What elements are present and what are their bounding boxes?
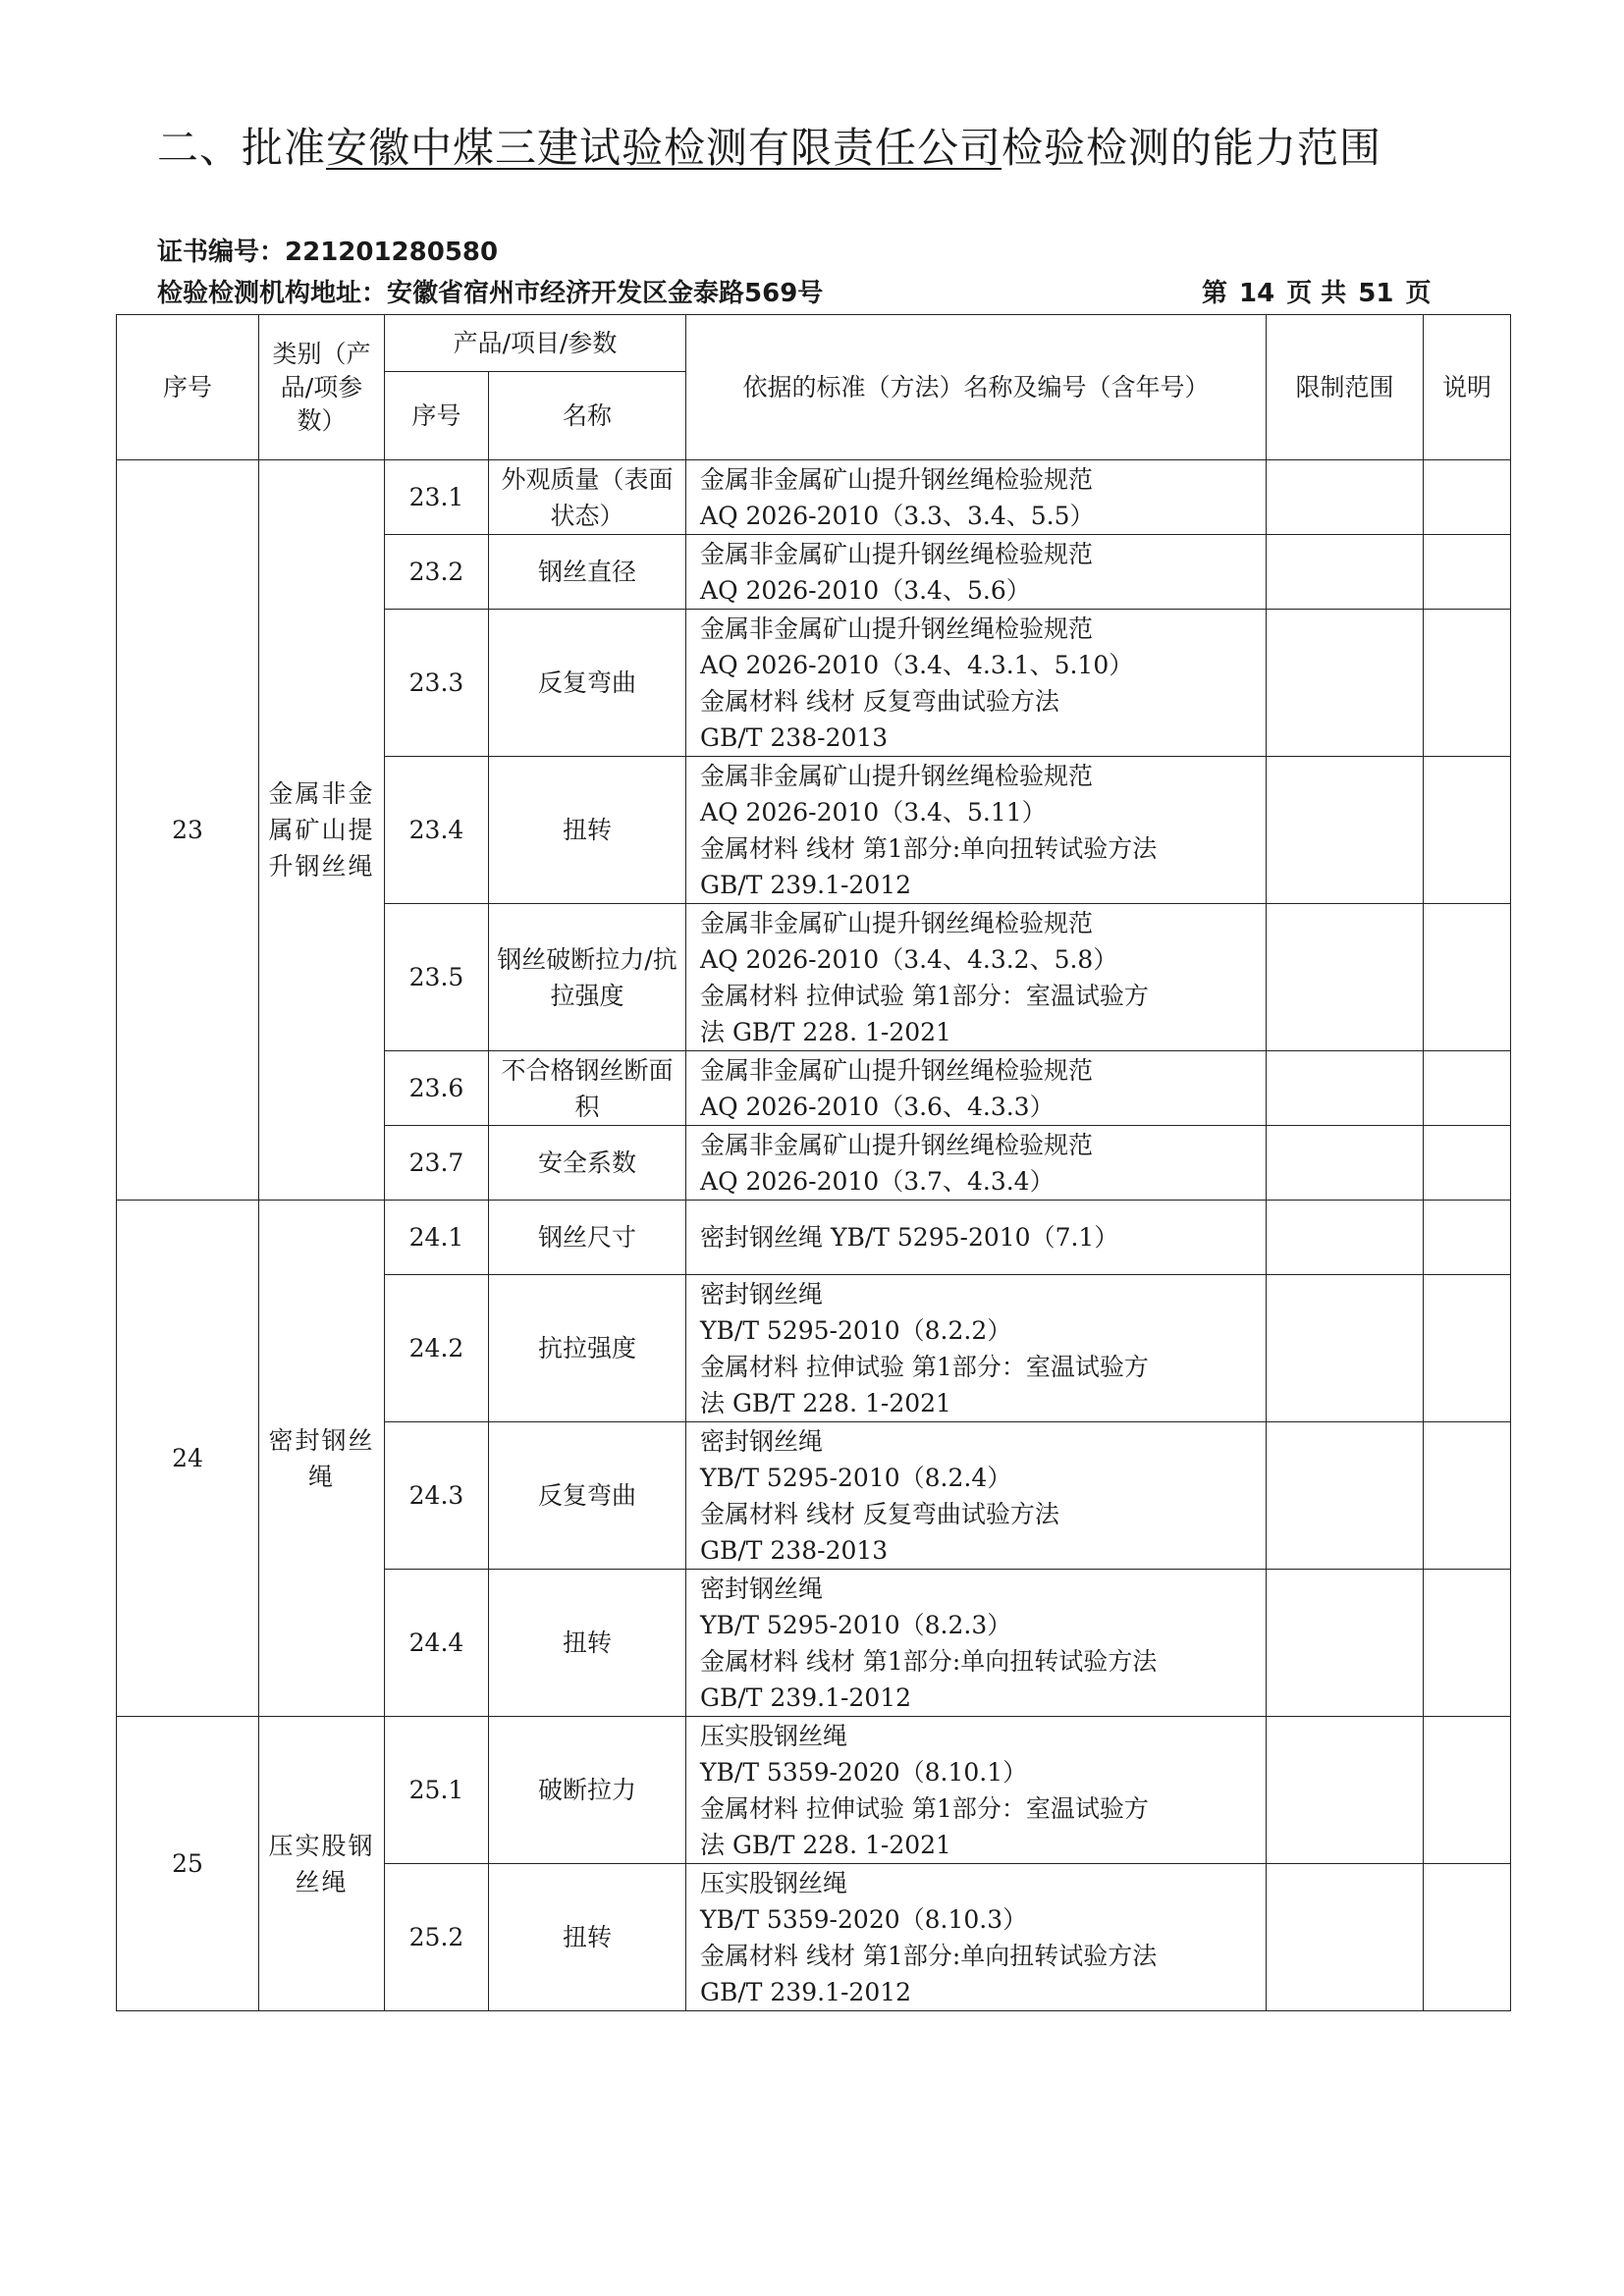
standard-line: YB/T 5295-2010（8.2.3） <box>700 1610 1012 1639</box>
page-title <box>157 116 1381 175</box>
note-cell <box>1424 1864 1511 2011</box>
item-number: 23.1 <box>385 460 489 535</box>
item-name: 抗拉强度 <box>489 1275 686 1422</box>
limit-cell <box>1267 1126 1424 1201</box>
standard-line: AQ 2026-2010（3.4、4.3.2、5.8） <box>700 944 1118 974</box>
group-seq: 25 <box>117 1717 259 2011</box>
standard-reference <box>686 904 1267 1051</box>
note-cell <box>1424 1275 1511 1422</box>
table-row <box>117 1717 1511 1864</box>
limit-cell <box>1267 1717 1424 1864</box>
item-name: 扭转 <box>489 1570 686 1717</box>
standard-line: GB/T 239.1-2012 <box>700 1977 912 2006</box>
page-mid: 页 共 <box>1286 279 1347 308</box>
standard-line: GB/T 239.1-2012 <box>700 1682 912 1712</box>
note-cell <box>1424 1201 1511 1275</box>
standard-line: 法 GB/T 228. 1-2021 <box>700 1830 951 1859</box>
header-product-group: 产品/项目/参数 <box>385 315 686 372</box>
standard-line: 金属非金属矿山提升钢丝绳检验规范 <box>700 539 1094 568</box>
item-number: 23.6 <box>385 1051 489 1126</box>
item-name: 钢丝尺寸 <box>489 1201 686 1275</box>
group-seq: 24 <box>117 1201 259 1717</box>
item-number: 23.4 <box>385 757 489 904</box>
item-number: 24.2 <box>385 1275 489 1422</box>
standard-line: AQ 2026-2010（3.3、3.4、5.5） <box>700 501 1095 530</box>
page-indicator <box>1196 273 1436 309</box>
item-name: 钢丝直径 <box>489 535 686 610</box>
limit-cell <box>1267 757 1424 904</box>
item-name: 扭转 <box>489 757 686 904</box>
page-prefix: 第 <box>1202 279 1228 308</box>
standard-reference <box>686 1051 1267 1126</box>
limit-cell <box>1267 904 1424 1051</box>
limit-cell <box>1267 1422 1424 1570</box>
standard-reference <box>686 1126 1267 1201</box>
standard-line: 密封钢丝绳 YB/T 5295-2010（7.1） <box>700 1223 1119 1252</box>
standard-line: 金属材料 拉伸试验 第1部分：室温试验方 <box>700 981 1149 1010</box>
standard-line: AQ 2026-2010（3.4、5.6） <box>700 575 1031 605</box>
header-category: 类别（产品/项参数） <box>259 315 385 460</box>
standard-line: GB/T 239.1-2012 <box>700 870 912 899</box>
group-category: 密封钢丝绳 <box>259 1201 385 1717</box>
standard-line: 金属非金属矿山提升钢丝绳检验规范 <box>700 761 1094 790</box>
item-number: 23.5 <box>385 904 489 1051</box>
limit-cell <box>1267 1275 1424 1422</box>
limit-cell <box>1267 1570 1424 1717</box>
limit-cell <box>1267 610 1424 757</box>
standard-line: 金属非金属矿山提升钢丝绳检验规范 <box>700 1055 1094 1085</box>
limit-cell <box>1267 1201 1424 1275</box>
item-number: 24.4 <box>385 1570 489 1717</box>
standard-line: 密封钢丝绳 <box>700 1426 824 1456</box>
header-sub-seq: 序号 <box>385 372 489 460</box>
standard-line: 金属非金属矿山提升钢丝绳检验规范 <box>700 1130 1094 1159</box>
limit-cell <box>1267 535 1424 610</box>
page-suffix: 页 <box>1405 279 1432 308</box>
standard-line: 金属非金属矿山提升钢丝绳检验规范 <box>700 614 1094 643</box>
header-seq: 序号 <box>117 315 259 460</box>
header-limit: 限制范围 <box>1267 315 1424 460</box>
cert-label: 证书编号： <box>157 238 286 267</box>
standard-line: GB/T 238-2013 <box>700 722 889 752</box>
item-number: 24.3 <box>385 1422 489 1570</box>
limit-cell <box>1267 1051 1424 1126</box>
standard-line: 压实股钢丝绳 <box>700 1721 848 1750</box>
note-cell <box>1424 460 1511 535</box>
standard-line: GB/T 238-2013 <box>700 1535 889 1565</box>
standard-line: 法 GB/T 228. 1-2021 <box>700 1017 951 1046</box>
group-category: 金属非金属矿山提升钢丝绳 <box>259 460 385 1201</box>
header-note: 说明 <box>1424 315 1511 460</box>
standard-line: AQ 2026-2010（3.7、4.3.4） <box>700 1166 1055 1196</box>
item-number: 25.1 <box>385 1717 489 1864</box>
page-total: 51 <box>1358 279 1394 308</box>
item-number: 23.3 <box>385 610 489 757</box>
group-seq: 23 <box>117 460 259 1201</box>
standard-line: 金属材料 拉伸试验 第1部分：室温试验方 <box>700 1352 1149 1381</box>
standard-line: AQ 2026-2010（3.6、4.3.3） <box>700 1092 1055 1121</box>
standard-reference <box>686 535 1267 610</box>
limit-cell <box>1267 460 1424 535</box>
standard-reference <box>686 1422 1267 1570</box>
note-cell <box>1424 1051 1511 1126</box>
standard-line: YB/T 5295-2010（8.2.4） <box>700 1463 1012 1492</box>
item-name: 钢丝破断拉力/抗拉强度 <box>489 904 686 1051</box>
standard-line: YB/T 5295-2010（8.2.2） <box>700 1315 1012 1345</box>
standard-line: 法 GB/T 228. 1-2021 <box>700 1388 951 1417</box>
note-cell <box>1424 535 1511 610</box>
standard-line: YB/T 5359-2020（8.10.1） <box>700 1757 1028 1787</box>
note-cell <box>1424 1717 1511 1864</box>
address-label: 检验检测机构地址： <box>157 279 388 308</box>
standard-reference <box>686 1570 1267 1717</box>
limit-cell <box>1267 1864 1424 2011</box>
note-cell <box>1424 1570 1511 1717</box>
address-value: 安徽省宿州市经济开发区金泰路569号 <box>387 279 824 308</box>
item-number: 23.2 <box>385 535 489 610</box>
standard-line: AQ 2026-2010（3.4、5.11） <box>700 797 1047 827</box>
item-name: 反复弯曲 <box>489 610 686 757</box>
certificate-number <box>157 232 498 268</box>
header-sub-name: 名称 <box>489 372 686 460</box>
header-standard: 依据的标准（方法）名称及编号（含年号） <box>686 315 1267 460</box>
item-name: 外观质量（表面状态） <box>489 460 686 535</box>
standard-reference <box>686 1201 1267 1275</box>
table-row <box>117 1201 1511 1275</box>
item-name: 破断拉力 <box>489 1717 686 1864</box>
standard-line: 金属材料 线材 反复弯曲试验方法 <box>700 686 1059 716</box>
org-name: 安徽中煤三建试验检测有限责任公司 <box>326 124 1002 172</box>
standard-reference <box>686 757 1267 904</box>
standard-reference <box>686 460 1267 535</box>
standard-reference <box>686 1275 1267 1422</box>
table-body <box>117 460 1511 2011</box>
note-cell <box>1424 1126 1511 1201</box>
note-cell <box>1424 904 1511 1051</box>
item-number: 23.7 <box>385 1126 489 1201</box>
note-cell <box>1424 1422 1511 1570</box>
standard-line: 密封钢丝绳 <box>700 1279 824 1308</box>
standard-line: 金属非金属矿山提升钢丝绳检验规范 <box>700 464 1094 494</box>
page-number: 14 <box>1239 279 1275 308</box>
standard-line: AQ 2026-2010（3.4、4.3.1、5.10） <box>700 650 1134 679</box>
standard-reference <box>686 1717 1267 1864</box>
item-name: 扭转 <box>489 1864 686 2011</box>
standard-line: 金属材料 拉伸试验 第1部分：室温试验方 <box>700 1793 1149 1823</box>
note-cell <box>1424 757 1511 904</box>
table-row <box>117 460 1511 535</box>
note-cell <box>1424 610 1511 757</box>
item-name: 不合格钢丝断面积 <box>489 1051 686 1126</box>
group-category: 压实股钢丝绳 <box>259 1717 385 2011</box>
standard-line: 金属材料 线材 反复弯曲试验方法 <box>700 1499 1059 1528</box>
standard-line: 压实股钢丝绳 <box>700 1868 848 1897</box>
cert-value: 221201280580 <box>285 238 499 267</box>
item-number: 25.2 <box>385 1864 489 2011</box>
item-number: 24.1 <box>385 1201 489 1275</box>
title-suffix: 检验检测的能力范围 <box>1001 124 1382 172</box>
standard-line: 金属材料 线材 第1部分:单向扭转试验方法 <box>700 1941 1158 1970</box>
institution-address <box>157 273 823 309</box>
standard-line: 金属材料 线材 第1部分:单向扭转试验方法 <box>700 1646 1158 1676</box>
standard-line: 密封钢丝绳 <box>700 1574 824 1603</box>
standard-reference <box>686 1864 1267 2011</box>
standard-line: 金属材料 线材 第1部分:单向扭转试验方法 <box>700 833 1158 863</box>
item-name: 安全系数 <box>489 1126 686 1201</box>
standard-line: 金属非金属矿山提升钢丝绳检验规范 <box>700 908 1094 937</box>
title-prefix: 二、批准 <box>157 124 327 172</box>
capability-table <box>116 314 1511 2011</box>
item-name: 反复弯曲 <box>489 1422 686 1570</box>
standard-line: YB/T 5359-2020（8.10.3） <box>700 1904 1028 1934</box>
standard-reference <box>686 610 1267 757</box>
